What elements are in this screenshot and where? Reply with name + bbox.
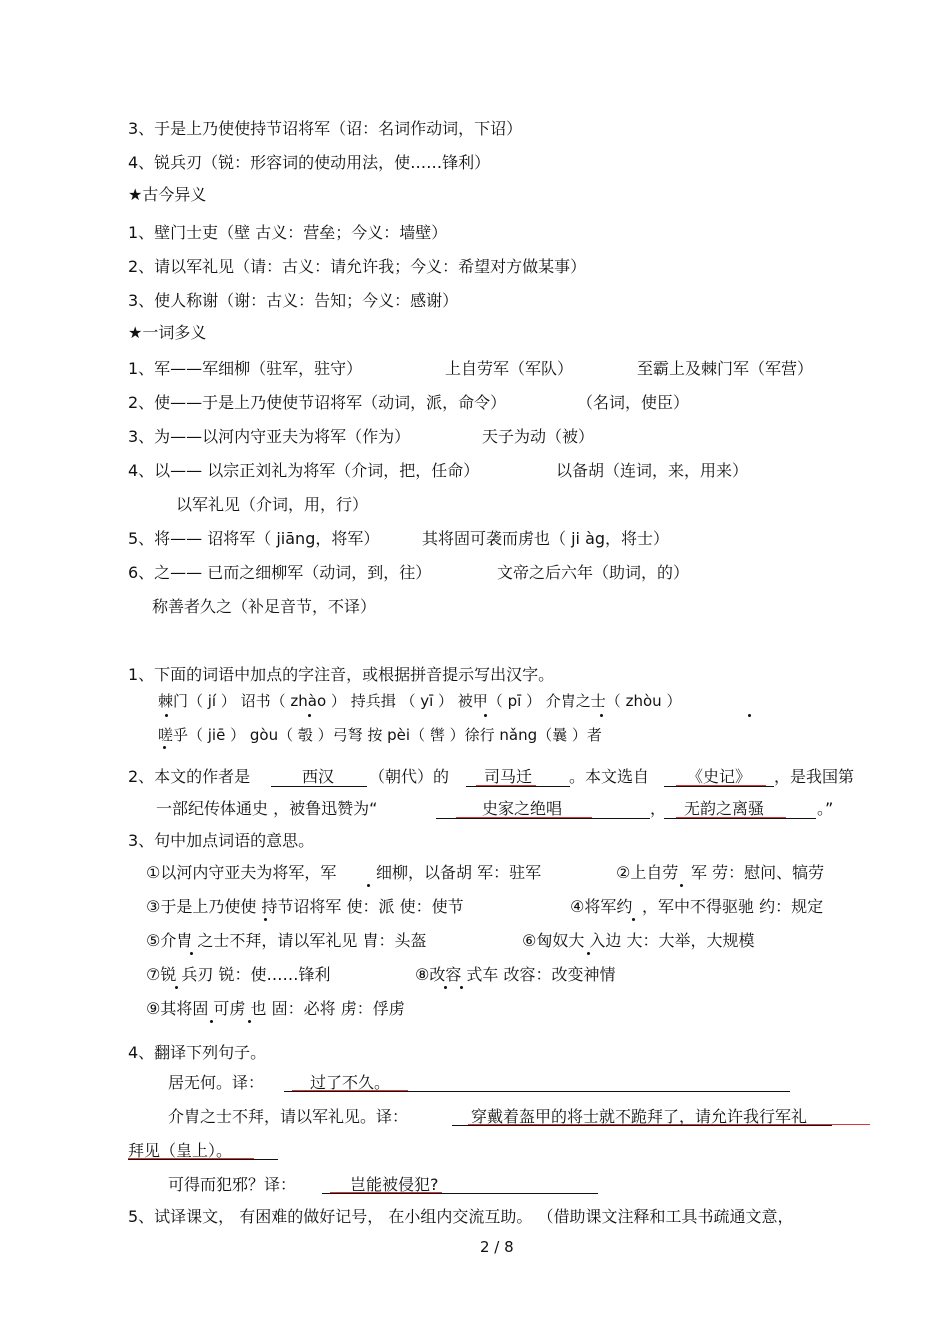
text-line: 1、军——军细柳（驻军，驻守）	[128, 359, 363, 378]
page-number: 2 / 8	[480, 1238, 514, 1256]
emphasis-dot	[680, 884, 683, 887]
text-line: 。本文选自	[569, 767, 650, 786]
red-underline	[128, 1158, 254, 1159]
text-line: 以备胡（连词，来，用来）	[556, 461, 749, 480]
text-line: 3、使人称谢（谢：古义：告知；今义：感谢）	[128, 291, 459, 310]
section-heading: ★古今异义	[128, 185, 207, 204]
text-line: ⑤介胄 之士不拜，请以军礼见 胄：头盔	[146, 931, 427, 950]
answer-text: 史家之绝唱	[482, 799, 563, 818]
text-line: 上自劳军（军队）	[445, 359, 574, 378]
answer-text: 岂能被侵犯?	[350, 1175, 439, 1194]
text-line: ，	[650, 799, 667, 818]
text-line: 称善者久之（补足音节，不译）	[152, 597, 377, 616]
text-line: 3、为——以河内守亚夫为将军（作为）	[128, 427, 411, 446]
text-line: 1、壁门士吏（壁 古义：营垒；今义：墙壁）	[128, 223, 448, 242]
text-line: 文帝之后六年（助词，的）	[497, 563, 690, 582]
emphasis-dot	[587, 952, 590, 955]
text-line: ③于是上乃使使 持节诏将军 使：派 使：使节	[146, 897, 464, 916]
text-line: ，是我国第	[774, 767, 855, 786]
pinyin-row-2: 嗟乎（ jiē ） gòu（ 彀 ）弓弩 按 pèi（ 辔 ）徐行 nǎng（曩 ）者	[158, 726, 602, 744]
text-line: 细柳，以备胡 军：驻军	[376, 863, 542, 882]
answer-text: 无韵之离骚	[684, 799, 765, 818]
emphasis-dot	[248, 1020, 251, 1023]
text-line: 介胄之士不拜，请以军礼见。译：	[168, 1107, 409, 1126]
emphasis-dot	[165, 714, 168, 717]
text-line: ⑨其将固 可虏 也 固：必将 虏：俘虏	[146, 999, 405, 1018]
emphasis-dot	[748, 714, 751, 717]
text-line: （名词，使臣）	[577, 393, 690, 412]
text-line: ⑧改容 式车 改容：改变神情	[415, 965, 616, 984]
text-line: （朝代）的	[369, 767, 450, 786]
emphasis-dot	[444, 986, 447, 989]
text-line: 6、之—— 已而之细柳军（动词，到，往）	[128, 563, 432, 582]
emphasis-dot	[460, 986, 463, 989]
text-line: 4、以—— 以宗正刘礼为将军（介词，把，任命）	[128, 461, 480, 480]
text-line: ⑦锐 兵刃 锐：使……锋利	[146, 965, 331, 984]
text-line: 。”	[817, 799, 834, 818]
text-line: 2、使——于是上乃使使节诏将军（动词，派，命令）	[128, 393, 507, 412]
text-line: ②上自劳	[616, 863, 679, 882]
pinyin-row-1: 棘门（ jí ） 诏书（ zhào ） 持兵揖 （ yī ） 被甲（ pī ） 介胄之士（ zhòu ）	[158, 692, 682, 710]
emphasis-dot	[163, 746, 166, 749]
text-line: ④将军约	[570, 897, 633, 916]
emphasis-dot	[600, 714, 603, 717]
text-line: 2、请以军礼见（请：古义：请允许我；今义：希望对方做某事）	[128, 257, 587, 276]
text-line: 3、于是上乃使使持节诏将军（诏：名词作动词，下诏）	[128, 119, 523, 138]
text-line: ⑥匈奴大 入边 大：大举，大规模	[522, 931, 755, 950]
text-line: 居无何。译：	[168, 1073, 265, 1092]
emphasis-dot	[632, 918, 635, 921]
text-line: 一部纪传体通史 ，被鲁迅赞为“	[156, 799, 378, 818]
answer-text: 《史记》	[687, 767, 752, 786]
text-line: 军 劳：慰问、犒劳	[691, 863, 825, 882]
answer-text: 拜见（皇上）。	[128, 1141, 233, 1160]
question-5: 5、试译课文， 有困难的做好记号， 在小组内交流互助。 （借助课文注释和工具书疏通文意，	[128, 1207, 794, 1226]
text-line: 以军礼见（介词，用，行）	[176, 495, 369, 514]
emphasis-dot	[175, 986, 178, 989]
text-line: 可得而犯邪？译：	[168, 1175, 297, 1194]
answer-text: 司马迁	[484, 767, 533, 786]
question-2: 2、本文的作者是	[128, 767, 251, 786]
text-line: ①以河内守亚夫为将军，军	[146, 863, 337, 882]
answer-text: 过了不久。	[310, 1073, 391, 1092]
answer-blank	[128, 1159, 278, 1160]
emphasis-dot	[190, 952, 193, 955]
section-heading: ★一词多义	[128, 323, 207, 342]
answer-text: 西汉	[302, 767, 335, 786]
text-line: 其将固可袭而虏也（ ji àg，将士）	[422, 529, 670, 548]
text-line: 5、将—— 诏将军（ jiāng，将军）	[128, 529, 380, 548]
question-3: 3、句中加点词语的意思。	[128, 831, 315, 850]
emphasis-dot	[308, 714, 311, 717]
text-line: ，军中不得驱驰 约：规定	[642, 897, 824, 916]
emphasis-dot	[484, 714, 487, 717]
text-line: 天子为动（被）	[482, 427, 595, 446]
emphasis-dot	[367, 884, 370, 887]
emphasis-dot	[264, 918, 267, 921]
text-line: 至霸上及棘门军（军营）	[637, 359, 814, 378]
question-4: 4、翻译下列句子。	[128, 1043, 267, 1062]
question-1: 1、下面的词语中加点的字注音，或根据拼音提示写出汉字。	[128, 665, 555, 684]
emphasis-dot	[210, 1020, 213, 1023]
text-line: 4、锐兵刃（锐：形容词的使动用法，使……锋利）	[128, 153, 491, 172]
answer-text: 穿戴着盔甲的将士就不跪拜了，请允许我行军礼	[471, 1107, 808, 1126]
